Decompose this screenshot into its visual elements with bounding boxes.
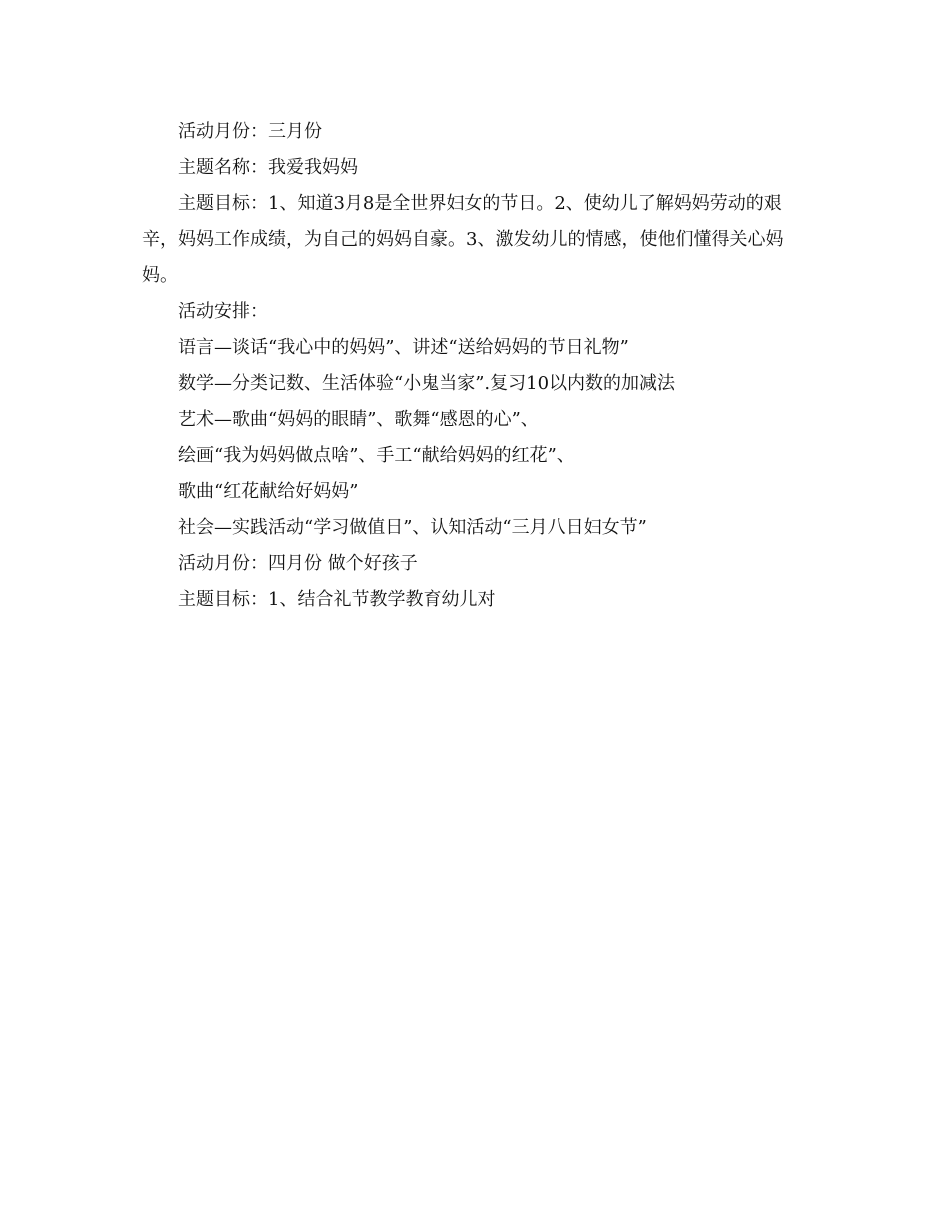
paragraph-song: 歌曲“红花献给好妈妈” [178, 481, 359, 502]
paragraph-language: 语言—谈话“我心中的妈妈”、讲述“送给妈妈的节日礼物” [178, 337, 629, 358]
paragraph-math: 数学—分类记数、生活体验“小鬼当家”.复习10以内数的加减法 [178, 373, 676, 394]
paragraph-art: 艺术—歌曲“妈妈的眼睛”、歌舞“感恩的心”、 [178, 409, 539, 430]
document-body [142, 114, 808, 618]
paragraph-theme-goals: 主题目标：1、知道3月8是全世界妇女的节日。2、使幼儿了解妈妈劳动的艰辛，妈妈工作成绩，为自己的妈妈自豪。3、激发幼儿的情感，使他们懂得关心妈妈。 [142, 193, 784, 286]
paragraph-theme-name: 主题名称：我爱我妈妈 [178, 157, 358, 178]
paragraph-month-march: 活动月份：三月份 [178, 121, 322, 142]
paragraph-drawing: 绘画“我为妈妈做点啥”、手工“献给妈妈的红花”、 [178, 445, 575, 466]
paragraph-activity-arrangement: 活动安排： [178, 301, 268, 322]
paragraph-month-april: 活动月份：四月份 做个好孩子 [178, 553, 418, 574]
paragraph-society: 社会—实践活动“学习做值日”、认知活动“三月八日妇女节” [178, 517, 647, 538]
paragraph-theme-goals-april: 主题目标：1、结合礼节教学教育幼儿对 [178, 589, 496, 610]
